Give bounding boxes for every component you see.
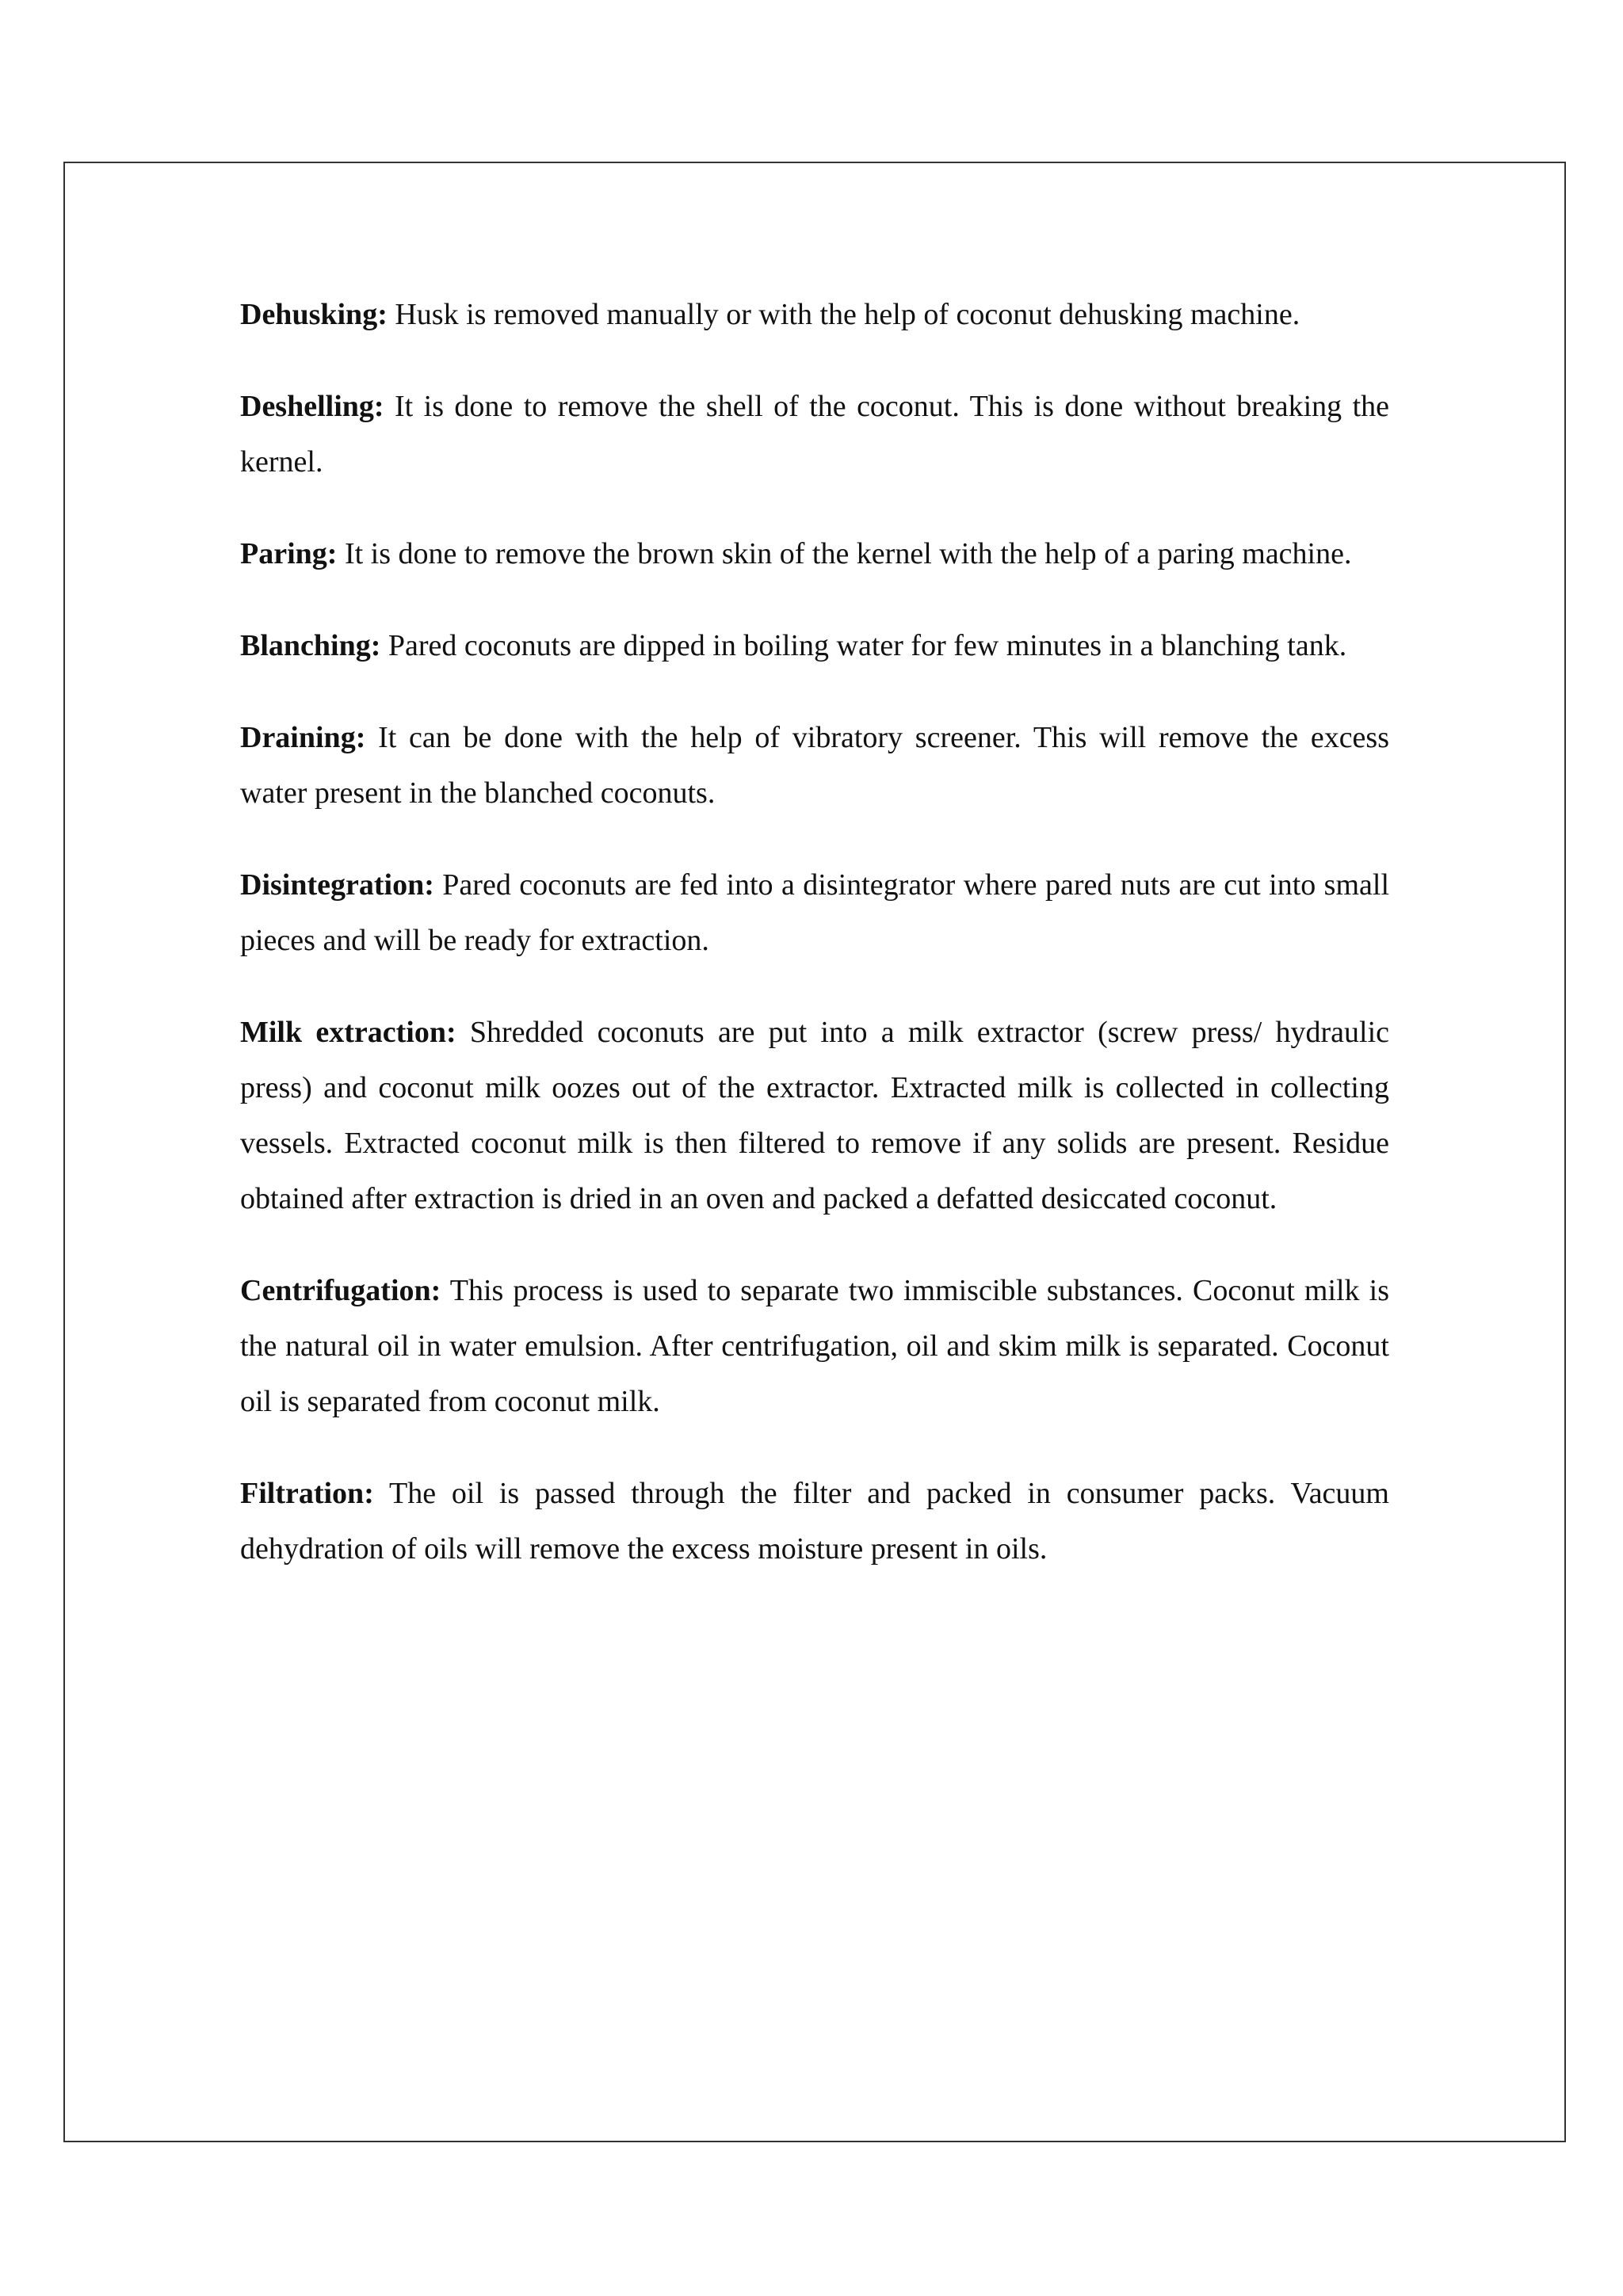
term-blanching: Blanching: <box>240 629 381 662</box>
paragraph-paring <box>240 526 1389 582</box>
term-deshelling: Deshelling: <box>240 390 384 423</box>
document-body <box>240 287 1389 1613</box>
paragraph-deshelling <box>240 379 1389 490</box>
text-dehusking: Husk is removed manually or with the help of coconut dehusking machine. <box>395 298 1300 331</box>
text-paring: It is done to remove the brown skin of the kernel with the help of a paring machine. <box>344 537 1352 570</box>
paragraph-dehusking <box>240 287 1389 342</box>
text-deshelling: It is done to remove the shell of the coconut. This is done without breaking the kernel. <box>240 390 1389 479</box>
term-draining: Draining: <box>240 721 366 754</box>
term-dehusking: Dehusking: <box>240 298 388 331</box>
text-milk-extraction: Shredded coconuts are put into a milk extractor (screw press/ hydraulic press) and coconut milk oozes out of the extractor. Extracted milk is collected in collecting vessels. Extracted coconut milk is then filtered to remove if any solids are present. Residue obtained after extraction is dried in an oven and packed a defatted desiccated coconut. <box>240 1016 1389 1215</box>
paragraph-blanching <box>240 618 1389 673</box>
paragraph-milk-extraction <box>240 1005 1389 1226</box>
text-draining: It can be done with the help of vibratory screener. This will remove the excess water present in the blanched coconuts. <box>240 721 1389 810</box>
paragraph-disintegration <box>240 857 1389 968</box>
text-disintegration: Pared coconuts are fed into a disintegrator where pared nuts are cut into small pieces and will be ready for extraction. <box>240 868 1389 957</box>
text-centrifugation: This process is used to separate two immiscible substances. Coconut milk is the natural oil in water emulsion. After centrifugation, oil and skim milk is separated. Coconut oil is separated from coconut milk. <box>240 1274 1389 1418</box>
paragraph-draining <box>240 710 1389 821</box>
paragraph-filtration <box>240 1466 1389 1577</box>
term-disintegration: Disintegration: <box>240 868 434 902</box>
text-filtration: The oil is passed through the filter and packed in consumer packs. Vacuum dehydration of oils will remove the excess moisture present in oils. <box>240 1477 1389 1566</box>
term-centrifugation: Centrifugation: <box>240 1274 441 1307</box>
term-filtration: Filtration: <box>240 1477 374 1510</box>
term-paring: Paring: <box>240 537 338 570</box>
text-blanching: Pared coconuts are dipped in boiling water for few minutes in a blanching tank. <box>388 629 1347 662</box>
term-milk-extraction: Milk extraction: <box>240 1016 456 1049</box>
paragraph-centrifugation <box>240 1263 1389 1429</box>
